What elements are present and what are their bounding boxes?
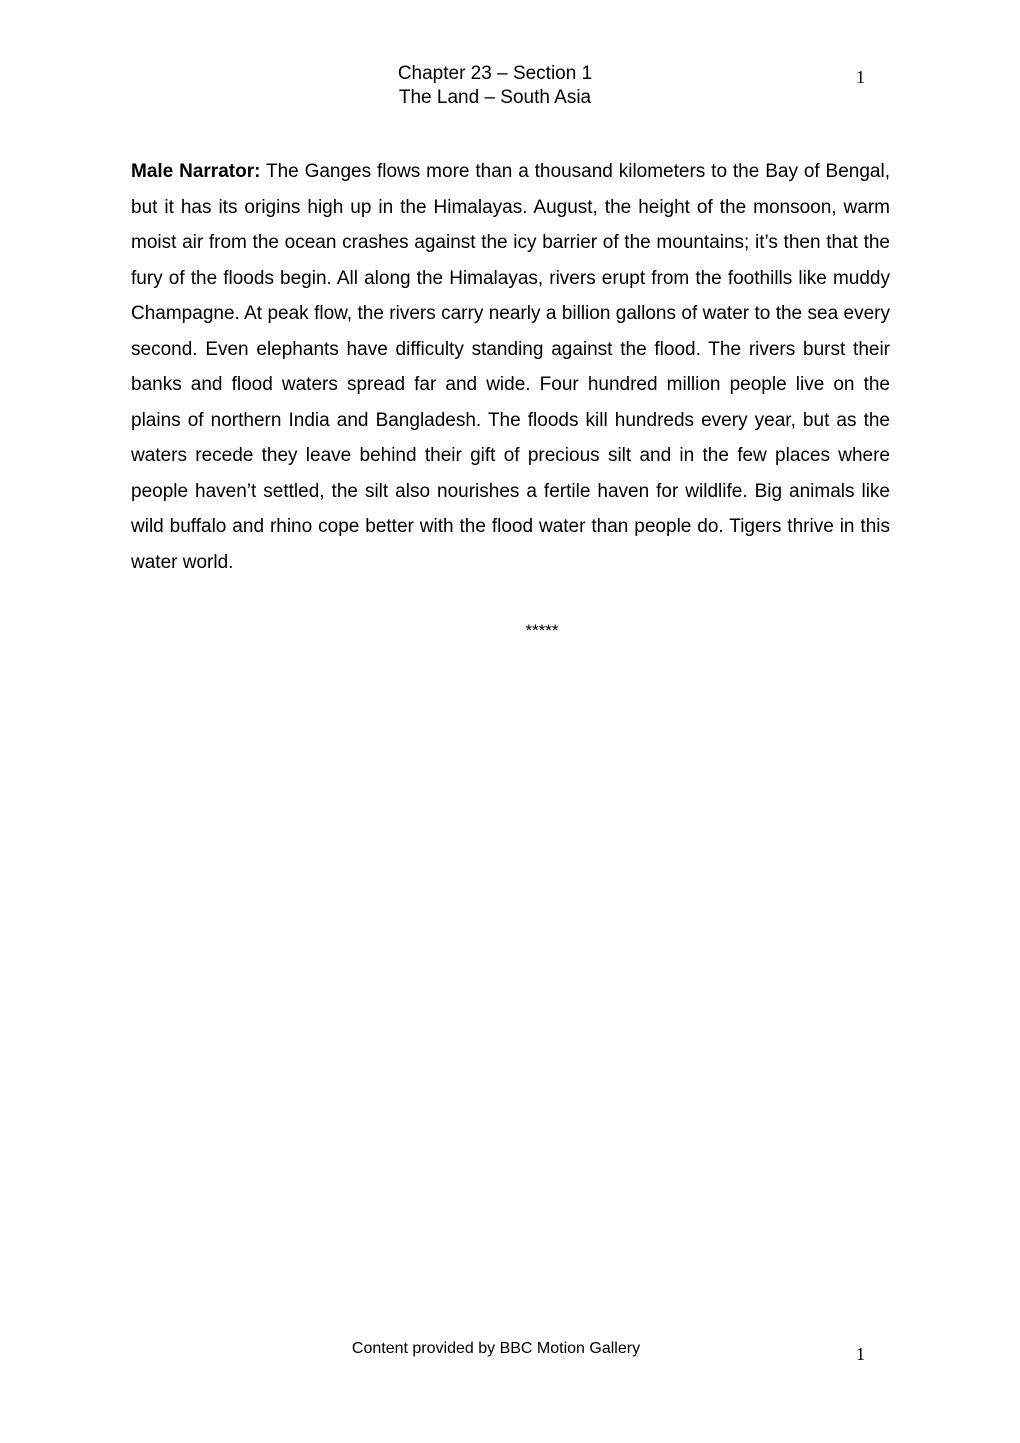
section-separator: ***** — [525, 621, 559, 640]
section-title: The Land – South Asia — [398, 87, 592, 108]
page-number-top: 1 — [856, 67, 865, 87]
transcript-text: The Ganges flows more than a thousand kilometers to the Bay of Bengal, but it has its origins high up in the Himalayas. August, the height of the monsoon, warm moist air from the ocean crashes against the icy barrier of the mountains; it’s then that the fury of the floods begin. All along the Himalayas, rivers erupt from the foothills like muddy Champagne. At peak flow, the rivers carry nearly a billion gallons of water to the sea every second. Even elephants have difficulty standing against the flood. The rivers burst their banks and flood waters spread far and wide. Four hundred million people live on the plains of northern India and Bangladesh. The floods kill hundreds every year, but as the waters recede they leave behind their gift of precious silt and in the few places where people haven’t settled, the silt also nourishes a fertile haven for wildlife. Big animals like wild buffalo and rhino cope better with the flood water than people do. Tigers thrive in this water world. — [131, 161, 890, 573]
chapter-title: Chapter 23 – Section 1 — [397, 63, 593, 84]
page-number-bottom: 1 — [856, 1344, 865, 1364]
page-header — [0, 62, 1020, 110]
page-footer: Content provided by BBC Motion Gallery — [351, 1340, 641, 1357]
speaker-label: Male Narrator: — [131, 161, 261, 182]
transcript-paragraph — [131, 154, 890, 580]
